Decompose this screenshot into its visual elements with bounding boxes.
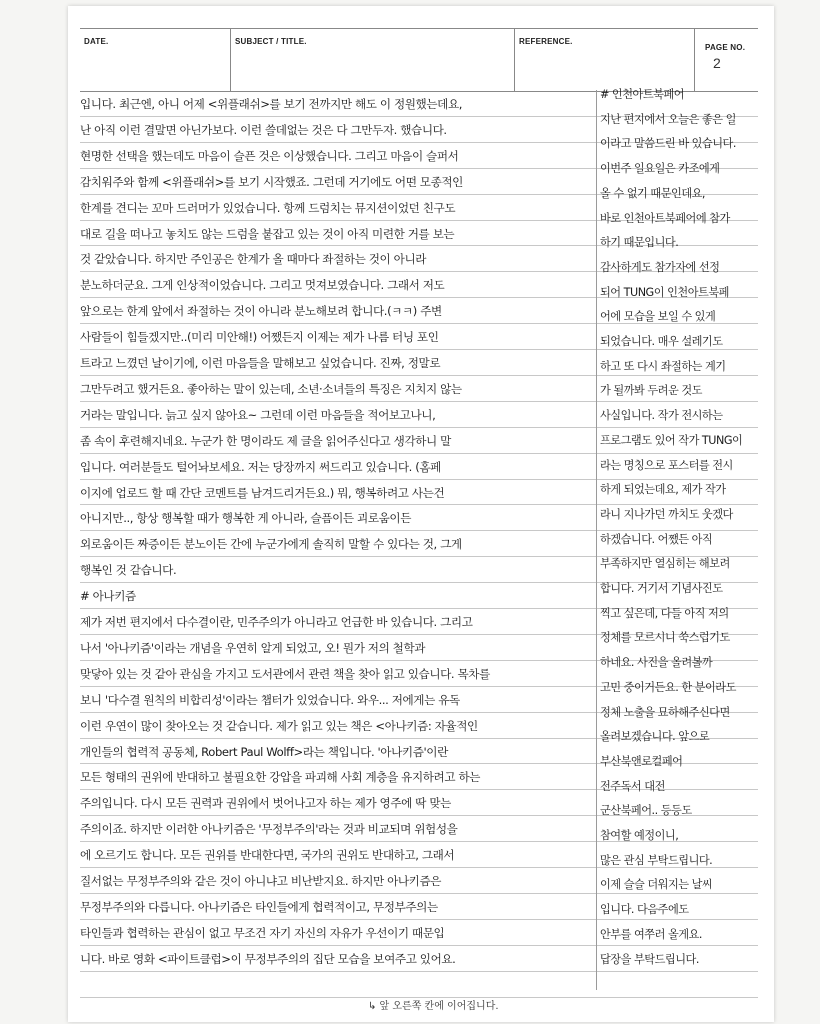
date-label: DATE.: [84, 37, 109, 46]
main-text-line: 주의입니다. 다시 모든 권력과 권위에서 벗어나고자 하는 제가 영주에 딱 맞는: [80, 796, 451, 811]
side-text-line: 하고 또 다시 좌절하는 계기: [600, 359, 726, 373]
ruled-line: [80, 971, 758, 972]
main-text-line: 맞닿아 있는 것 같아 관심을 가지고 도서관에서 관련 책을 찾아 읽고 있습니다. 목차를: [80, 666, 490, 681]
main-text-line: 것 같았습니다. 하지만 주인공은 한계가 올 때마다 좌절하는 것이 아니라: [80, 252, 427, 267]
page-header: [80, 28, 758, 92]
main-text-line: 거라는 말입니다. 늙고 싶지 않아요~ 그런데 이런 마음들을 적어보고나니,: [80, 407, 436, 422]
side-text-line: 부산북앤로컬페어: [600, 754, 683, 768]
side-text-line: 되었습니다. 매우 설레기도: [600, 335, 723, 348]
side-text-line: 이라고 말씀드린 바 있습니다.: [600, 137, 736, 151]
page-no-cell: [694, 29, 759, 91]
main-text-line: 보니 '다수결 원칙의 비합리성'이라는 챕터가 있었습니다. 와우... 저에게는 유독: [80, 692, 460, 707]
main-text-line: 질서없는 무정부주의와 같은 것이 아니냐고 비난받지요. 하지만 아나키즘은: [80, 874, 442, 888]
reference-cell: [514, 29, 695, 91]
main-text-line: 이런 우연이 많이 찾아오는 것 같습니다. 제가 읽고 있는 책은 <아나키즘: 자율적인: [80, 718, 478, 733]
side-text-line: 하기 때문입니다.: [600, 236, 679, 250]
side-text-line: 답장을 부탁드립니다.: [600, 952, 699, 966]
side-text-line: 찍고 싶은데, 다들 아직 저의: [600, 606, 729, 620]
main-text-line: 외로움이든 짜증이든 분노이든 간에 누군가에게 솔직히 말할 수 있다는 것, 그게: [80, 537, 462, 552]
page-no-label: PAGE NO.: [705, 43, 746, 52]
side-text-line: 군산북페어.. 등등도: [600, 804, 692, 818]
date-cell: [80, 29, 230, 91]
side-text-line: 라니 지나가던 까치도 웃겠다: [600, 507, 733, 521]
side-text-line: 부족하지만 열심히는 해보려: [600, 557, 730, 571]
main-text-line: 그만두려고 했거든요. 좋아하는 말이 있는데, 소년·소녀들의 특징은 지치지 않는: [80, 381, 462, 396]
side-text-line: 고민 중이거든요. 한 분이라도: [600, 680, 736, 694]
main-text-line: 타인들과 협력하는 관심이 없고 무조건 자기 자신의 자유가 우선이기 때문입: [80, 925, 445, 940]
main-text-line: 아니지만.., 항상 행복할 때가 행복한 게 아니라, 슬픔이든 괴로움이든: [80, 511, 412, 526]
main-text-line: 에 오르기도 합니다. 모든 권위를 반대한다면, 국가의 권위도 반대하고, 그래서: [80, 848, 455, 863]
ruled-line: [80, 453, 758, 454]
main-text-line: 난 아직 이런 결말면 아닌가보다. 이런 쓸데없는 것은 다 그만두자. 했습니다.: [80, 122, 447, 137]
side-text-line: 하겠습니다. 어쨌든 아직: [600, 532, 713, 546]
column-divider: [596, 90, 597, 990]
side-text-line: 하네요. 사진을 올려볼까: [600, 656, 713, 670]
continuation-note: ↳ 앞 오른쪽 칸에 이어집니다.: [368, 1001, 499, 1012]
side-text-line: 많은 관심 부탁드립니다.: [600, 853, 713, 867]
main-text-line: 현명한 선택을 했는데도 마음이 슬픈 것은 이상했습니다. 그리고 마음이 슬퍼서: [80, 148, 459, 163]
main-text-line: 행복인 것 같습니다.: [80, 563, 177, 578]
side-text-line: 안부를 여쭈러 올게요.: [600, 927, 702, 941]
side-text-line: 감사하게도 참가자에 선정: [600, 260, 720, 274]
side-text-line: 어에 모습을 보일 수 있게: [600, 310, 716, 324]
side-text-line: 올려보겠습니다. 앞으로: [600, 730, 710, 744]
side-text-line: 정체 노출을 묘하해주신다면: [600, 705, 730, 719]
main-text-line: 앞으로는 한계 앞에서 좌절하는 것이 아니라 분노해보려 합니다.(ㅋㅋ) 주변: [80, 304, 442, 319]
side-text-line: 전주독서 대전: [600, 779, 665, 793]
main-text-line: 좀 속이 후련해지네요. 누군가 한 명이라도 제 글을 읽어주신다고 생각하니 말: [80, 433, 451, 448]
side-text-line: 합니다. 거기서 기념사진도: [600, 582, 723, 595]
main-text-line: 사람들이 힘들겠지만..(미리 미안해!) 어쨌든지 이제는 제가 나름 터닝 포인: [80, 330, 439, 345]
main-text-line: 입니다. 최근엔, 아니 어제 <위플래쉬>를 보기 전까지만 해도 이 정원했는데요,: [80, 97, 463, 111]
main-text-line: 무정부주의와 다릅니다. 아나키즘은 타인들에게 협력적이고, 무정부주의는: [80, 899, 438, 914]
main-text-line: 주의이죠. 하지만 이러한 아나키즘은 '무정부주의'라는 것과 비교되며 위험성을: [80, 822, 458, 837]
main-text-line: 한계를 견디는 꼬마 드러머가 있었습니다. 항께 드럼치는 뮤지션이었던 친구도: [80, 200, 456, 215]
main-text-line: 니다. 바로 영화 <파이트클럽>이 무정부주의의 집단 모습을 보여주고 있어요.: [80, 951, 456, 966]
page-number: 2: [713, 55, 721, 71]
main-text-line: 나서 '아나키즘'이라는 개념을 우연히 알게 되었고, 오! 뭔가 저의 철학과: [80, 640, 426, 655]
subject-label: SUBJECT / TITLE.: [235, 37, 307, 46]
main-text-line: 트라고 느꼈던 날이기에, 이런 마음들을 말해보고 싶었습니다. 진짜, 정말로: [80, 356, 441, 370]
main-text-line: 이지에 업로드 할 때 간단 코멘트를 남겨드리거든요.) 뭐, 행복하려고 사는건: [80, 485, 445, 500]
side-text-line: 되어 TUNG이 인천아트북페: [600, 285, 729, 299]
side-text-line: 지난 편지에서 오늘은 좋은 일: [600, 112, 736, 126]
main-text-line: 분노하더군요. 그게 인상적이었습니다. 그리고 멋져보였습니다. 그래서 저도: [80, 278, 445, 293]
reference-label: REFERENCE.: [519, 37, 573, 46]
side-text-line: # 인천아트북페어: [600, 88, 685, 101]
letter-page: [68, 6, 774, 1022]
subject-cell: [230, 29, 515, 91]
side-text-line: 가 될까봐 두려운 것도: [600, 384, 702, 398]
side-text-line: 이번주 일요일은 카조에게: [600, 162, 720, 176]
side-text-line: 이제 슬슬 더워지는 날씨: [600, 878, 713, 892]
side-text-line: 올 수 없기 때문인데요,: [600, 186, 705, 200]
side-text-line: 바로 인천아트북페어에 참가: [600, 211, 730, 225]
side-text-line: 프로그램도 있어 작가 TUNG이: [600, 433, 743, 447]
main-text-line: 제가 저번 편지에서 다수결이란, 민주주의가 아니라고 언급한 바 있습니다. 그리고: [80, 615, 473, 629]
side-text-line: 정체를 모르시니 쑥스럽기도: [600, 631, 730, 645]
main-text-line: 대로 길을 떠나고 놓치도 않는 드럼을 붙잡고 있는 것이 아직 미련한 거를 보는: [80, 226, 455, 241]
side-text-line: 입니다. 다음주에도: [600, 903, 689, 917]
main-text-line: 감치워주와 함께 <위플래쉬>를 보기 시작했죠. 그런데 거기에도 어떤 모종적인: [80, 174, 463, 189]
side-text-line: 라는 명칭으로 포스터를 전시: [600, 458, 733, 472]
side-text-line: 참여할 예정이니,: [600, 829, 679, 842]
main-text-line: 모든 형태의 권위에 반대하고 불필요한 강압을 파괴해 사회 계층을 유지하려고 하는: [80, 770, 481, 785]
main-text-line: # 아나키즘: [80, 589, 136, 604]
side-text-line: 하게 되었는데요, 제가 작가: [600, 483, 726, 497]
main-text-line: 개인들의 협력적 공동체, Robert Paul Wolff>라는 책입니다. '아나키즘'이란: [80, 744, 448, 759]
main-text-line: 입니다. 여러분들도 털어놔보세요. 저는 당장까지 써드리고 있습니다. (홈페: [80, 459, 441, 474]
side-text-line: 사실입니다. 작가 전시하는: [600, 409, 723, 423]
